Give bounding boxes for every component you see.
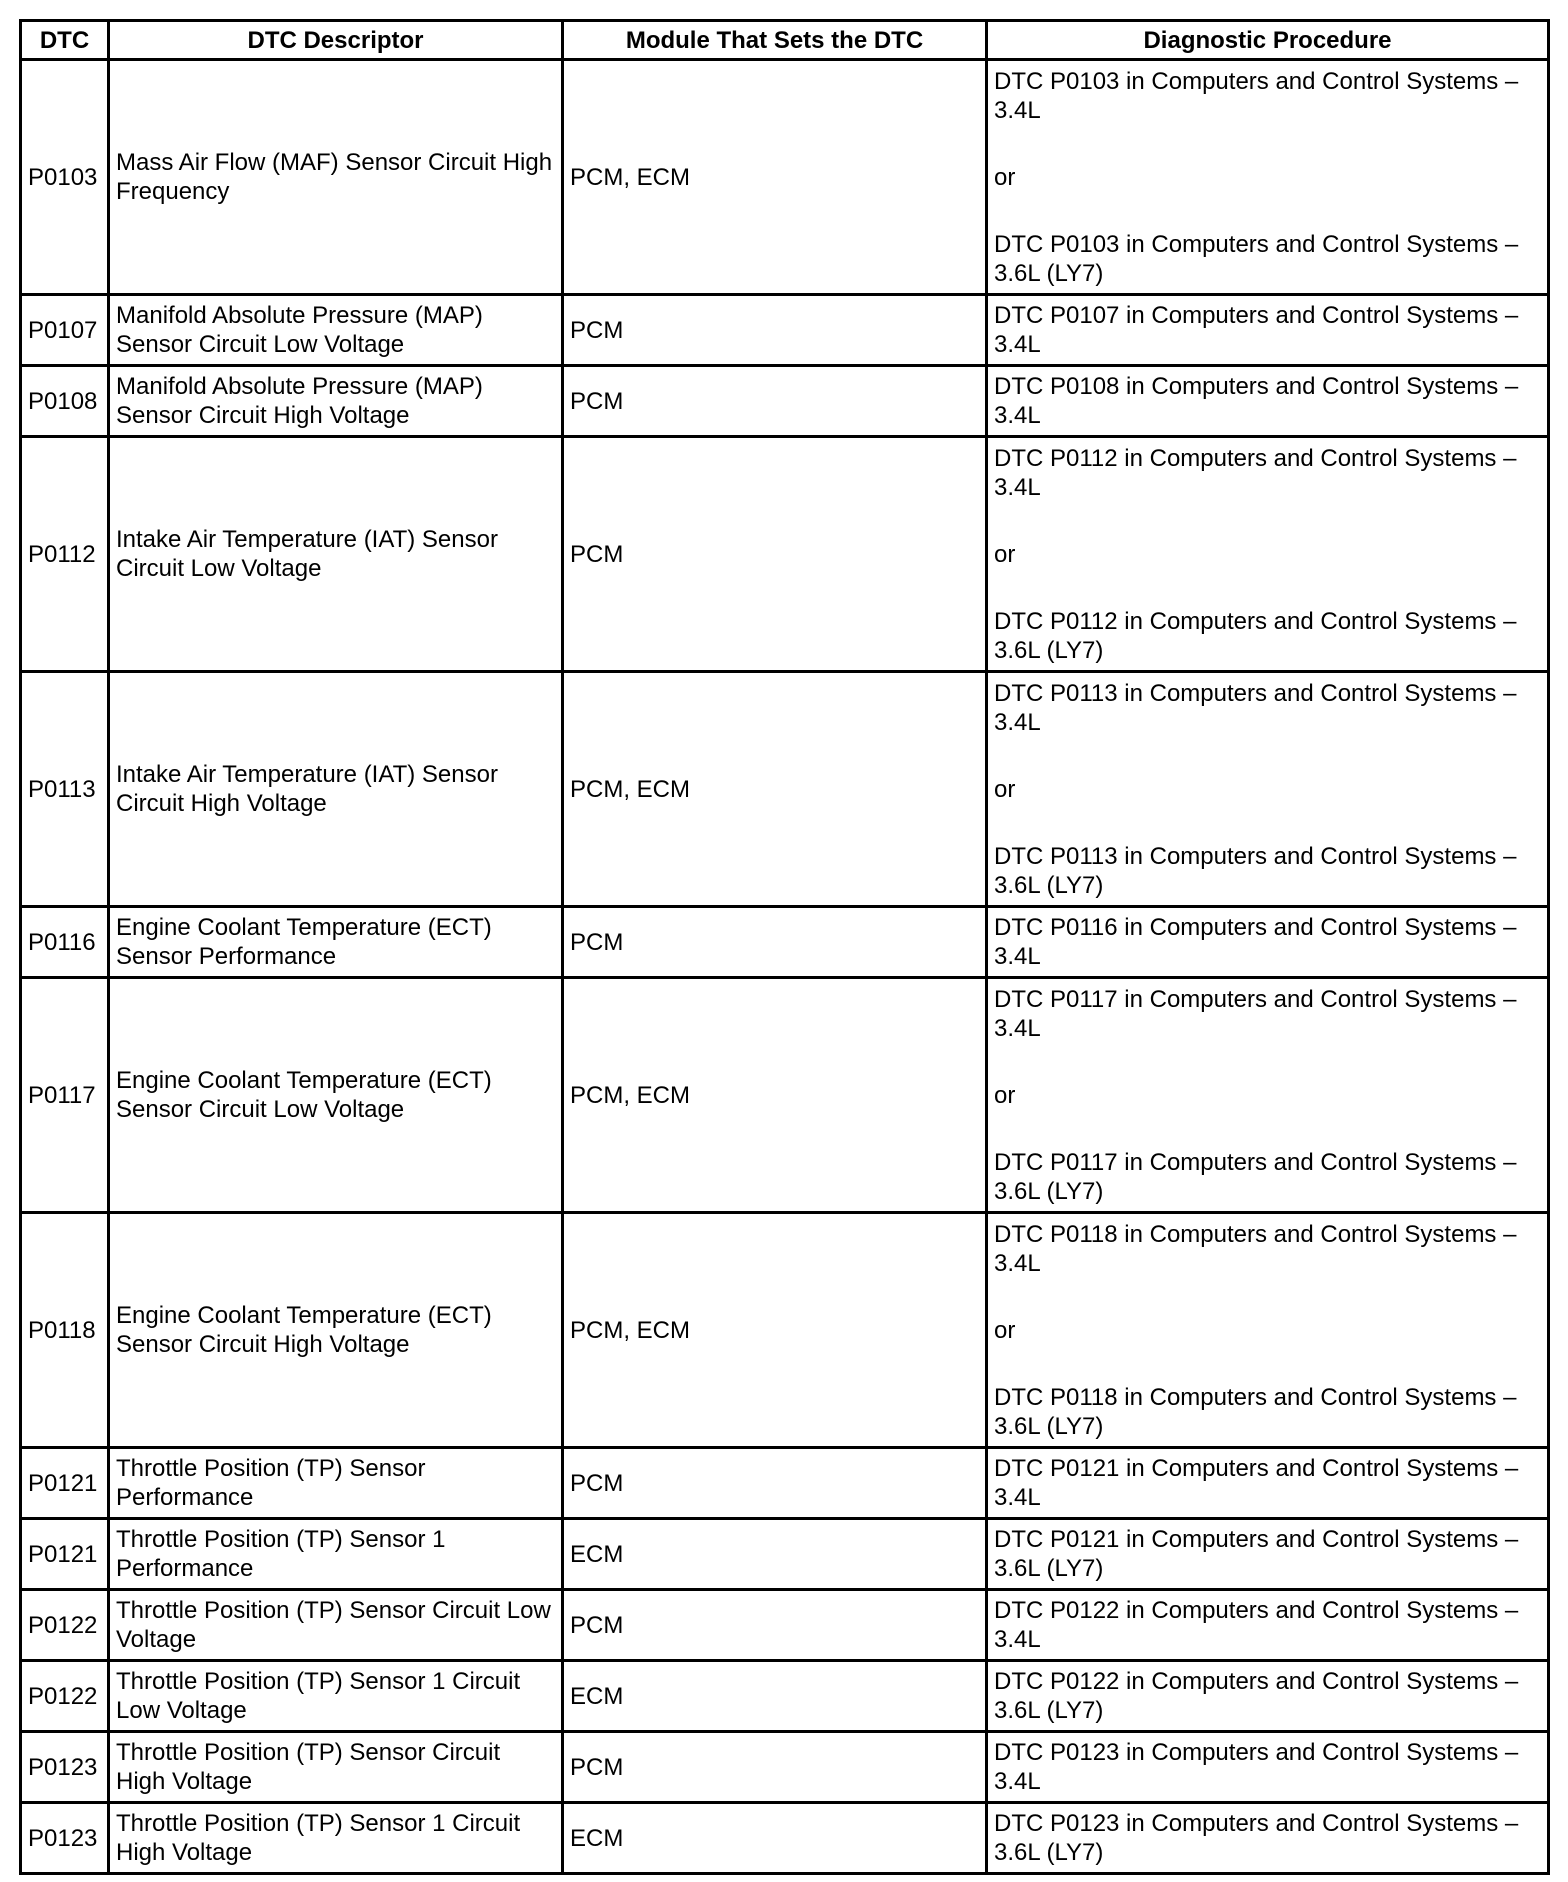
dtc-module: ECM <box>563 1661 987 1732</box>
dtc-descriptor: Intake Air Temperature (IAT) Sensor Circuit Low Voltage <box>109 437 563 672</box>
dtc-module: PCM, ECM <box>563 1213 987 1448</box>
diagnostic-procedure <box>987 1519 1549 1590</box>
header-dtc: DTC <box>21 21 109 60</box>
procedure-link[interactable]: DTC P0113 in Computers and Control Systems – 3.6L (LY7) <box>994 842 1517 899</box>
dtc-descriptor: Throttle Position (TP) Sensor 1 Circuit Low Voltage <box>109 1661 563 1732</box>
dtc-table <box>19 19 1550 1875</box>
dtc-code: P0122 <box>21 1661 109 1732</box>
diagnostic-procedure <box>987 1448 1549 1519</box>
header-module: Module That Sets the DTC <box>563 21 987 60</box>
dtc-code: P0108 <box>21 366 109 437</box>
table-row <box>21 1590 1549 1661</box>
procedure-link[interactable]: DTC P0123 in Computers and Control Systems – 3.6L (LY7) <box>994 1810 1519 1866</box>
table-row <box>21 366 1549 437</box>
dtc-code: P0121 <box>21 1448 109 1519</box>
procedure-link[interactable]: DTC P0118 in Computers and Control Systems – 3.6L (LY7) <box>994 1383 1517 1440</box>
procedure-or: or <box>994 1081 1016 1109</box>
procedure-link[interactable]: DTC P0123 in Computers and Control Systems – 3.4L <box>994 1739 1519 1795</box>
dtc-code: P0107 <box>21 295 109 366</box>
procedure-or: or <box>994 1316 1016 1344</box>
dtc-module: ECM <box>563 1519 987 1590</box>
dtc-descriptor: Engine Coolant Temperature (ECT) Sensor Performance <box>109 907 563 978</box>
dtc-module: PCM <box>563 1590 987 1661</box>
procedure-link[interactable]: DTC P0117 in Computers and Control Systems – 3.6L (LY7) <box>994 1148 1517 1205</box>
dtc-module: PCM <box>563 1448 987 1519</box>
procedure-or: or <box>994 775 1016 803</box>
diagnostic-procedure <box>987 60 1549 295</box>
procedure-or: or <box>994 163 1016 191</box>
procedure-link[interactable]: DTC P0108 in Computers and Control Systems – 3.4L <box>994 373 1519 429</box>
diagnostic-procedure <box>987 1803 1549 1874</box>
table-row <box>21 295 1549 366</box>
diagnostic-procedure <box>987 1732 1549 1803</box>
header-descriptor: DTC Descriptor <box>109 21 563 60</box>
diagnostic-procedure <box>987 295 1549 366</box>
diagnostic-procedure <box>987 672 1549 907</box>
table-row <box>21 1519 1549 1590</box>
dtc-code: P0117 <box>21 978 109 1213</box>
diagnostic-procedure <box>987 1661 1549 1732</box>
dtc-descriptor: Throttle Position (TP) Sensor Circuit High Voltage <box>109 1732 563 1803</box>
header-row <box>21 21 1549 60</box>
dtc-module: PCM <box>563 366 987 437</box>
dtc-module: PCM <box>563 437 987 672</box>
dtc-descriptor: Mass Air Flow (MAF) Sensor Circuit High Frequency <box>109 60 563 295</box>
procedure-link[interactable]: DTC P0112 in Computers and Control Systems – 3.4L <box>994 444 1517 501</box>
dtc-module: PCM <box>563 907 987 978</box>
dtc-descriptor: Intake Air Temperature (IAT) Sensor Circuit High Voltage <box>109 672 563 907</box>
diagnostic-procedure <box>987 978 1549 1213</box>
procedure-or: or <box>994 540 1016 568</box>
procedure-link[interactable]: DTC P0116 in Computers and Control Systems – 3.4L <box>994 914 1517 970</box>
table-row <box>21 907 1549 978</box>
table-row <box>21 1661 1549 1732</box>
procedure-link[interactable]: DTC P0118 in Computers and Control Systems – 3.4L <box>994 1220 1517 1277</box>
procedure-link[interactable]: DTC P0122 in Computers and Control Systems – 3.6L (LY7) <box>994 1668 1519 1724</box>
diagnostic-procedure <box>987 366 1549 437</box>
dtc-descriptor: Manifold Absolute Pressure (MAP) Sensor Circuit Low Voltage <box>109 295 563 366</box>
procedure-link[interactable]: DTC P0122 in Computers and Control Systems – 3.4L <box>994 1597 1519 1653</box>
diagnostic-procedure <box>987 1213 1549 1448</box>
dtc-descriptor: Manifold Absolute Pressure (MAP) Sensor Circuit High Voltage <box>109 366 563 437</box>
table-row <box>21 437 1549 672</box>
dtc-module: ECM <box>563 1803 987 1874</box>
dtc-descriptor: Throttle Position (TP) Sensor Circuit Low Voltage <box>109 1590 563 1661</box>
table-row <box>21 1448 1549 1519</box>
dtc-code: P0123 <box>21 1732 109 1803</box>
header-procedure: Diagnostic Procedure <box>987 21 1549 60</box>
dtc-code: P0118 <box>21 1213 109 1448</box>
procedure-link[interactable]: DTC P0103 in Computers and Control Systems – 3.4L <box>994 67 1519 124</box>
dtc-module: PCM <box>563 1732 987 1803</box>
table-row <box>21 672 1549 907</box>
table-row <box>21 1213 1549 1448</box>
dtc-code: P0123 <box>21 1803 109 1874</box>
procedure-link[interactable]: DTC P0103 in Computers and Control Systems – 3.6L (LY7) <box>994 230 1519 287</box>
procedure-link[interactable]: DTC P0112 in Computers and Control Systems – 3.6L (LY7) <box>994 607 1517 664</box>
procedure-link[interactable]: DTC P0117 in Computers and Control Systems – 3.4L <box>994 985 1517 1042</box>
table-row <box>21 1732 1549 1803</box>
dtc-descriptor: Throttle Position (TP) Sensor 1 Performance <box>109 1519 563 1590</box>
table-row <box>21 60 1549 295</box>
dtc-descriptor: Engine Coolant Temperature (ECT) Sensor Circuit High Voltage <box>109 1213 563 1448</box>
dtc-code: P0122 <box>21 1590 109 1661</box>
dtc-descriptor: Throttle Position (TP) Sensor Performance <box>109 1448 563 1519</box>
procedure-link[interactable]: DTC P0107 in Computers and Control Systems – 3.4L <box>994 302 1519 358</box>
dtc-module: PCM, ECM <box>563 60 987 295</box>
procedure-link[interactable]: DTC P0121 in Computers and Control Systems – 3.6L (LY7) <box>994 1526 1519 1582</box>
procedure-link[interactable]: DTC P0121 in Computers and Control Systems – 3.4L <box>994 1455 1519 1511</box>
dtc-code: P0112 <box>21 437 109 672</box>
dtc-module: PCM, ECM <box>563 978 987 1213</box>
dtc-descriptor: Throttle Position (TP) Sensor 1 Circuit High Voltage <box>109 1803 563 1874</box>
dtc-code: P0116 <box>21 907 109 978</box>
dtc-module: PCM, ECM <box>563 672 987 907</box>
dtc-descriptor: Engine Coolant Temperature (ECT) Sensor Circuit Low Voltage <box>109 978 563 1213</box>
dtc-module: PCM <box>563 295 987 366</box>
table-row <box>21 978 1549 1213</box>
diagnostic-procedure <box>987 1590 1549 1661</box>
diagnostic-procedure <box>987 907 1549 978</box>
dtc-code: P0103 <box>21 60 109 295</box>
procedure-link[interactable]: DTC P0113 in Computers and Control Systems – 3.4L <box>994 679 1517 736</box>
diagnostic-procedure <box>987 437 1549 672</box>
table-row <box>21 1803 1549 1874</box>
dtc-code: P0113 <box>21 672 109 907</box>
dtc-code: P0121 <box>21 1519 109 1590</box>
